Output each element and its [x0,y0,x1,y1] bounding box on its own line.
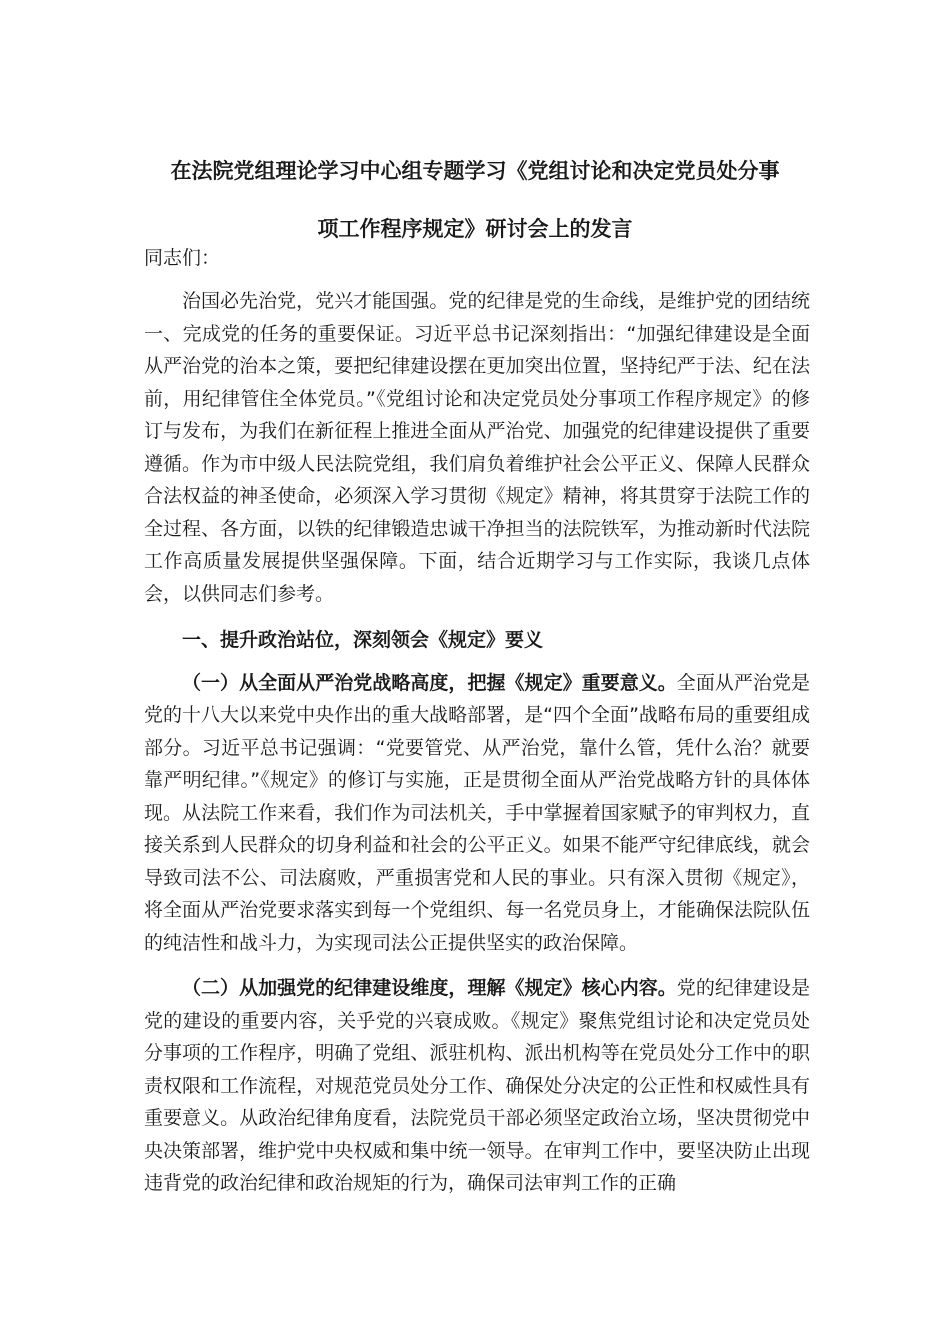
subsection-text-1: 全面从严治党是党的十八大以来党中央作出的重大战略部署，是“四个全面”战略布局的重要组成部分。习近平总书记强调：“党要管党、从严治党，靠什么管，凭什么治？就要靠严明纪律。”《规定》的修订与实施，正是贯彻全面从严治党战略方针的具体体现。从法院工作来看，我们作为司法机关，手中掌握着国家赋予的审判权力，直接关系到人民群众的切身利益和社会的公平正义。如果不能严守纪律底线，就会导致司法不公、司法腐败，严重损害党和人民的事业。只有深入贯彻《规定》，将全面从严治党要求落实到每一个党组织、每一名党员身上，才能确保法院队伍的纯洁性和战斗力，为实现司法公正提供坚实的政治保障。 [144,671,810,954]
intro-paragraph: 治国必先治党，党兴才能国强。党的纪律是党的生命线，是维护党的团结统一、完成党的任务的重要保证。习近平总书记深刻指出：“加强纪律建设是全面从严治党的治本之策，要把纪律建设摆在更加突出位置，坚持纪严于法、纪在法前，用纪律管住全体党员。”《党组讨论和决定党员处分事项工作程序规定》的修订与发布，为我们在新征程上推进全面从严治党、加强党的纪律建设提供了重要遵循。作为市中级人民法院党组，我们肩负着维护社会公平正义、保障人民群众合法权益的神圣使命，必须深入学习贯彻《规定》精神，将其贯穿于法院工作的全过程、各方面，以铁的纪律锻造忠诚干净担当的法院铁军，为推动新时代法院工作高质量发展提供坚强保障。下面，结合近期学习与工作实际，我谈几点体会，以供同志们参考。 [144,290,810,605]
subsection-lead-1: （一）从全面从严治党战略高度，把握《规定》重要意义。 [182,671,677,694]
title-line-1: 在法院党组理论学习中心组专题学习《党组讨论和决定党员处分事 [170,159,780,183]
subsection-text-2: 党的纪律建设是党的建设的重要内容，关乎党的兴衰成败。《规定》聚焦党组讨论和决定党员处分事项的工作程序，明确了党组、派驻机构、派出机构等在党员处分工作中的职责权限和工作流程，对规范党员处分工作、确保处分决定的公正性和权威性具有重要意义。从政治纪律角度看，法院党员干部必须坚定政治立场，坚决贯彻党中央决策部署，维护党中央权威和集中统一领导。在审判工作中，要坚决防止出现违背党的政治纪律和政治规矩的行为，确保司法审判工作的正确 [144,977,810,1194]
subsection-paragraph-1 [144,667,810,960]
document-title [140,142,810,258]
salutation: 同志们： [144,247,221,269]
subsection-lead-2: （二）从加强党的纪律建设维度，理解《规定》核心内容。 [182,977,677,999]
title-line-2: 项工作程序规定》研讨会上的发言 [317,217,633,241]
subsection-paragraph-2 [144,972,810,1200]
document-body [144,285,810,1200]
section-heading-1: 一、提升政治站位，深刻领会《规定》要义 [182,629,544,651]
